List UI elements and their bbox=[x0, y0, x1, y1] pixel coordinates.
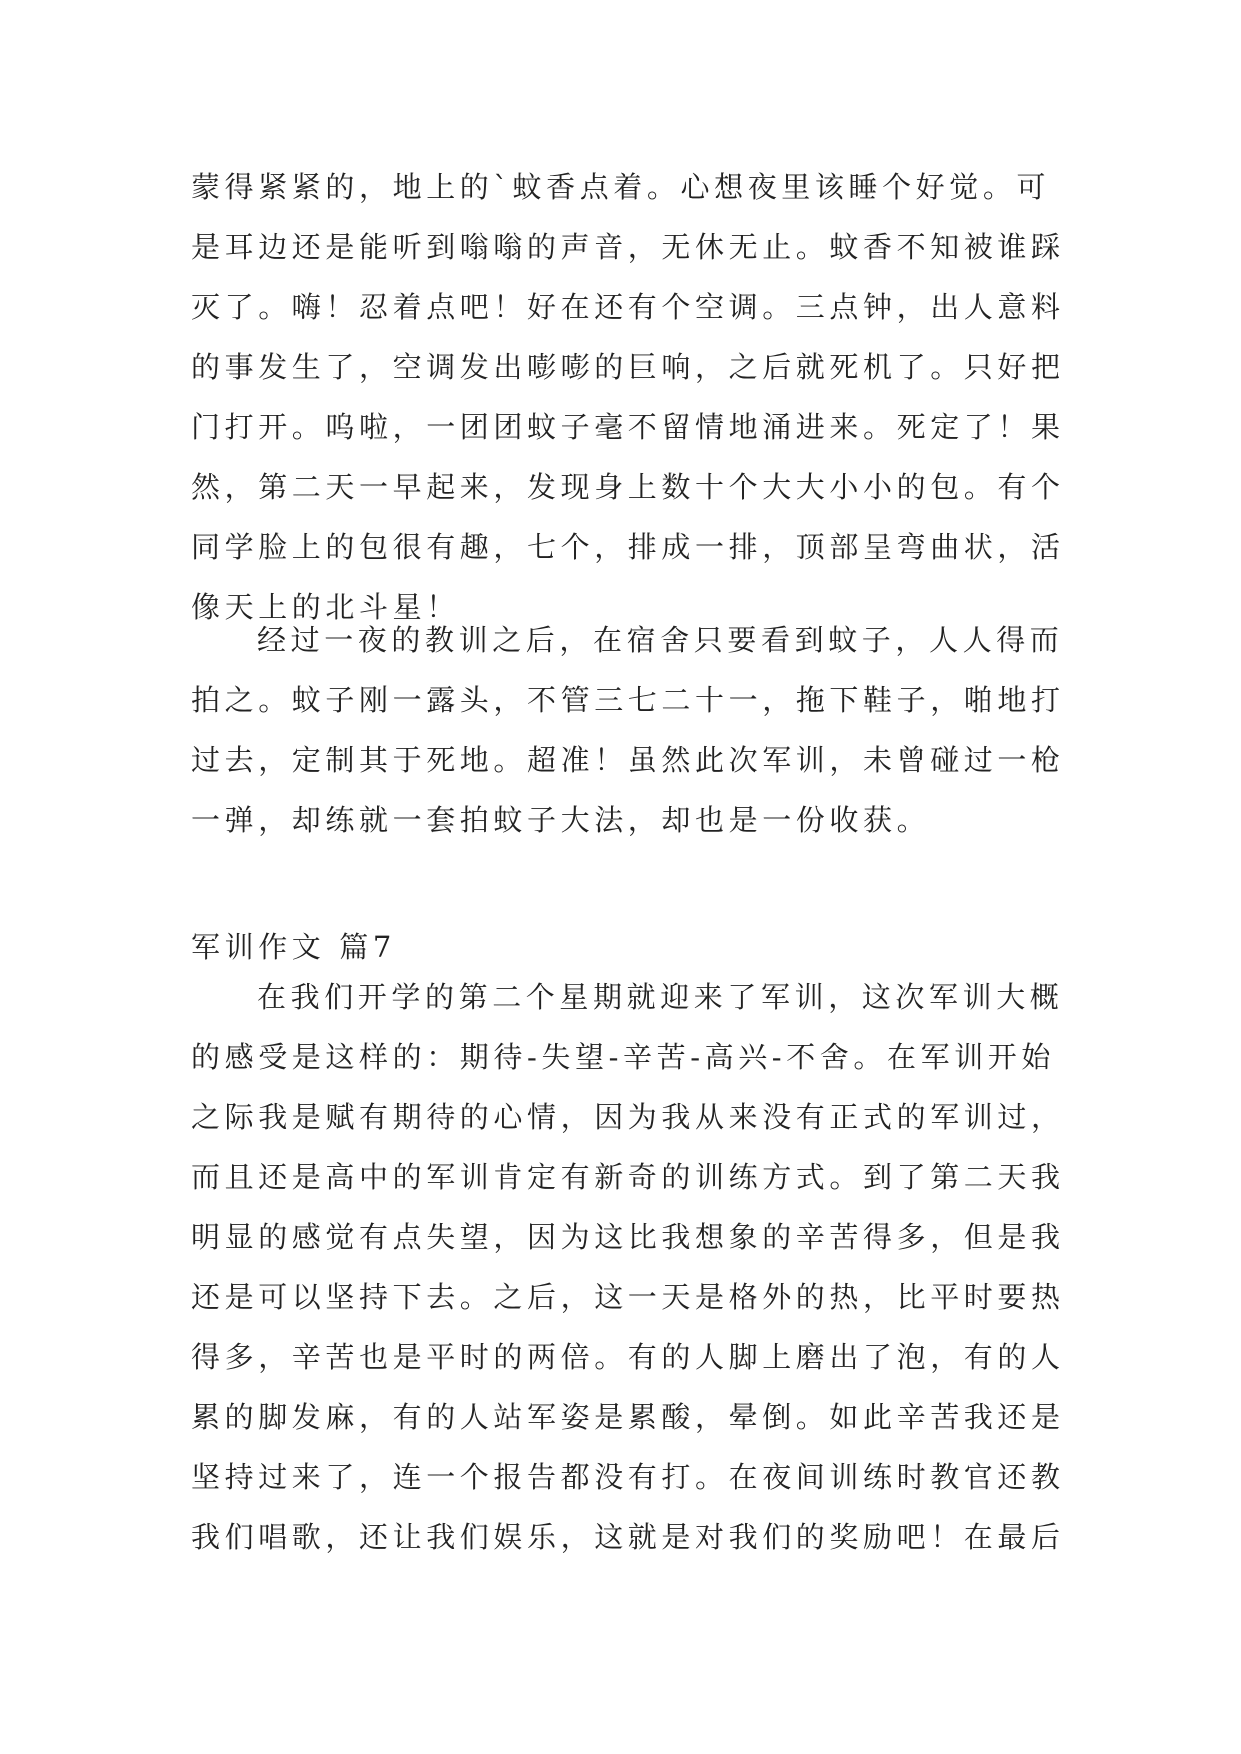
paragraph-line: 过去，定制其于死地。超准！虽然此次军训，未曾碰过一枪 bbox=[191, 743, 1065, 777]
paragraph-line: 还是可以坚持下去。之后，这一天是格外的热，比平时要热 bbox=[191, 1280, 1065, 1314]
paragraph-line: 我们唱歌，还让我们娱乐，这就是对我们的奖励吧！在最后 bbox=[191, 1520, 1065, 1554]
paragraph-line: 而且还是高中的军训肯定有新奇的训练方式。到了第二天我 bbox=[191, 1160, 1065, 1194]
paragraph-line: 之际我是赋有期待的心情，因为我从来没有正式的军训过， bbox=[191, 1100, 1065, 1134]
paragraph-line: 然，第二天一早起来，发现身上数十个大大小小的包。有个 bbox=[191, 470, 1065, 504]
paragraph-line: 经过一夜的教训之后，在宿舍只要看到蚊子，人人得而 bbox=[257, 623, 1064, 657]
paragraph-line: 得多，辛苦也是平时的两倍。有的人脚上磨出了泡，有的人 bbox=[191, 1340, 1065, 1374]
paragraph-line: 同学脸上的包很有趣，七个，排成一排，顶部呈弯曲状，活 bbox=[191, 530, 1065, 564]
paragraph-line: 是耳边还是能听到嗡嗡的声音，无休无止。蚊香不知被谁踩 bbox=[191, 230, 1065, 264]
section-paragraph bbox=[191, 967, 1065, 1567]
paragraph-line: 明显的感觉有点失望，因为这比我想象的辛苦得多，但是我 bbox=[191, 1220, 1065, 1254]
paragraph-line: 的感受是这样的：期待-失望-辛苦-高兴-不舍。在军训开始 bbox=[191, 1040, 1055, 1074]
paragraph-line: 坚持过来了，连一个报告都没有打。在夜间训练时教官还教 bbox=[191, 1460, 1065, 1494]
second-paragraph bbox=[191, 610, 1065, 850]
paragraph-line: 灭了。嗨！忍着点吧！好在还有个空调。三点钟，出人意料 bbox=[191, 290, 1065, 324]
paragraph-line: 蒙得紧紧的，地上的`蚊香点着。心想夜里该睡个好觉。可 bbox=[191, 170, 1051, 204]
paragraph-line: 的事发生了，空调发出嘭嘭的巨响，之后就死机了。只好把 bbox=[191, 350, 1065, 384]
section-heading-text: 军训作文 篇7 bbox=[191, 930, 396, 964]
paragraph-line: 一弹，却练就一套拍蚊子大法，却也是一份收获。 bbox=[191, 803, 931, 837]
paragraph-line: 拍之。蚊子刚一露头，不管三七二十一，拖下鞋子，啪地打 bbox=[191, 683, 1065, 717]
paragraph-line: 门打开。呜啦，一团团蚊子毫不留情地涌进来。死定了！果 bbox=[191, 410, 1065, 444]
paragraph-line: 在我们开学的第二个星期就迎来了军训，这次军训大概 bbox=[257, 980, 1064, 1014]
paragraph-line: 像天上的北斗星！ bbox=[191, 590, 460, 624]
continued-paragraph bbox=[191, 157, 1065, 637]
paragraph-line: 累的脚发麻，有的人站军姿是累酸，晕倒。如此辛苦我还是 bbox=[191, 1400, 1065, 1434]
